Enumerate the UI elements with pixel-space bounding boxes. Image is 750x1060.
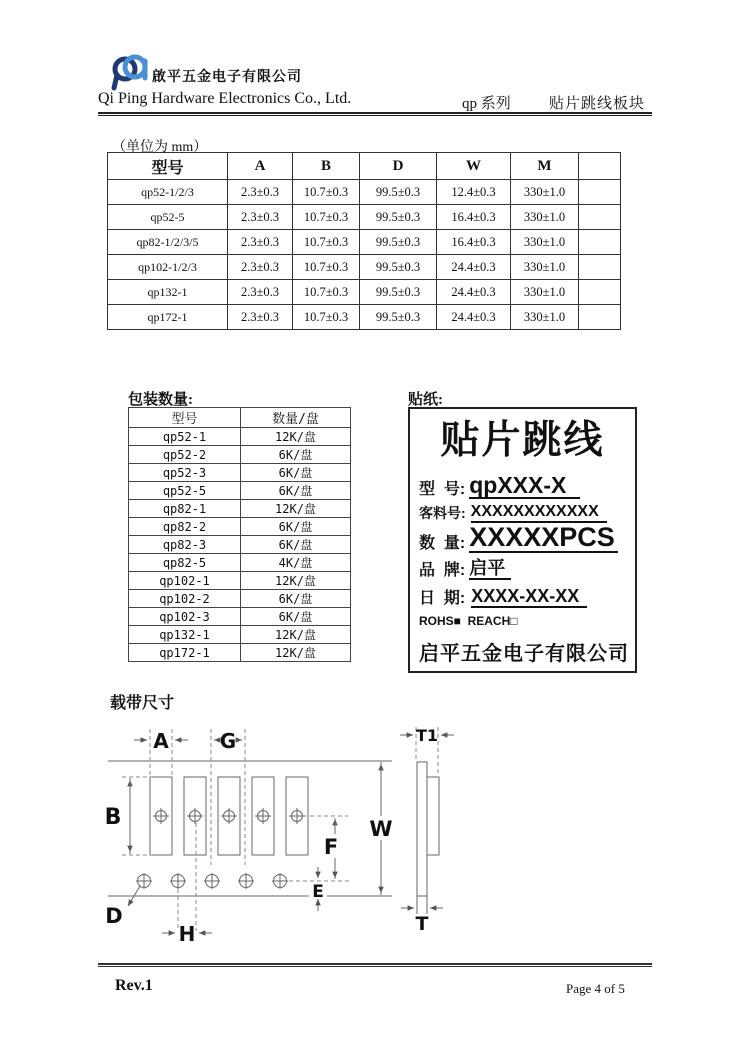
model-cell: qp52-2 xyxy=(129,446,241,464)
sprocket-holes xyxy=(136,873,288,889)
qty-cell: 12K/盘 xyxy=(241,428,351,446)
value-cell: 99.5±0.3 xyxy=(360,255,437,280)
value-cell: 16.4±0.3 xyxy=(437,205,511,230)
value-cell: 2.3±0.3 xyxy=(228,280,293,305)
qty-cell: 6K/盘 xyxy=(241,482,351,500)
col-header-w: W xyxy=(437,153,511,180)
model-cell: qp102-3 xyxy=(129,608,241,626)
field-label: 数 量: xyxy=(419,535,466,552)
tape-section-title: 载带尺寸 xyxy=(110,695,175,712)
sticker-label-box xyxy=(408,407,637,673)
value-cell: 2.3±0.3 xyxy=(228,230,293,255)
table-row xyxy=(129,554,351,572)
dim-F xyxy=(289,816,350,881)
model-cell: qp102-1 xyxy=(129,572,241,590)
col-header-model: 型号 xyxy=(129,408,241,428)
spec-table xyxy=(107,152,621,330)
qty-cell: 12K/盘 xyxy=(241,644,351,662)
table-row xyxy=(108,205,621,230)
dim-T xyxy=(401,908,443,935)
model-cell: qp102-2 xyxy=(129,590,241,608)
packaging-title: 包装数量: xyxy=(128,392,193,408)
model-cell: qp52-5 xyxy=(108,205,228,230)
table-row xyxy=(129,500,351,518)
dim-W xyxy=(367,762,395,895)
value-cell: 10.7±0.3 xyxy=(293,205,360,230)
table-row xyxy=(129,626,351,644)
sticker-field-date xyxy=(419,583,626,608)
qty-cell: 6K/盘 xyxy=(241,464,351,482)
col-header-d: D xyxy=(360,153,437,180)
revision-label: Rev.1 xyxy=(115,977,153,994)
model-cell: qp52-1/2/3 xyxy=(108,180,228,205)
model-cell: qp82-3 xyxy=(129,536,241,554)
table-row xyxy=(129,536,351,554)
value-cell: 16.4±0.3 xyxy=(437,230,511,255)
dim-D xyxy=(105,886,140,928)
value-cell: 99.5±0.3 xyxy=(360,205,437,230)
value-cell: 2.3±0.3 xyxy=(228,255,293,280)
value-cell: 10.7±0.3 xyxy=(293,255,360,280)
model-cell: qp82-1/2/3/5 xyxy=(108,230,228,255)
svg-text:T: T xyxy=(415,913,429,935)
value-cell: 330±1.0 xyxy=(511,205,579,230)
svg-text:H: H xyxy=(178,922,196,946)
empty-cell xyxy=(579,280,621,305)
col-header-b: B xyxy=(293,153,360,180)
model-cell: qp52-3 xyxy=(129,464,241,482)
table-row xyxy=(129,428,351,446)
table-row xyxy=(108,230,621,255)
dim-E xyxy=(309,867,327,911)
qty-cell: 12K/盘 xyxy=(241,572,351,590)
field-label: 品 牌: xyxy=(419,562,466,579)
value-cell: 99.5±0.3 xyxy=(360,280,437,305)
svg-text:A: A xyxy=(153,729,169,753)
value-cell: 24.4±0.3 xyxy=(437,255,511,280)
field-label: 日 期: xyxy=(419,590,466,607)
col-header-a: A xyxy=(228,153,293,180)
svg-text:T1: T1 xyxy=(415,726,439,745)
field-value: XXXX-XX-XX xyxy=(471,587,587,608)
model-cell: qp172-1 xyxy=(108,305,228,330)
svg-text:B: B xyxy=(104,805,122,830)
table-row xyxy=(129,518,351,536)
value-cell: 24.4±0.3 xyxy=(437,280,511,305)
dim-H xyxy=(162,823,212,946)
value-cell: 10.7±0.3 xyxy=(293,230,360,255)
qty-cell: 6K/盘 xyxy=(241,518,351,536)
qty-cell: 6K/盘 xyxy=(241,446,351,464)
series-label: qp 系列 xyxy=(462,96,511,112)
carrier-tape-drawing xyxy=(100,715,460,950)
model-cell: qp132-1 xyxy=(108,280,228,305)
value-cell: 2.3±0.3 xyxy=(228,305,293,330)
col-header-model: 型号 xyxy=(108,153,228,180)
model-cell: qp52-1 xyxy=(129,428,241,446)
field-value: XXXXXPCS xyxy=(469,523,618,553)
dim-B xyxy=(105,777,152,855)
model-cell: qp132-1 xyxy=(129,626,241,644)
qty-cell: 6K/盘 xyxy=(241,536,351,554)
table-row xyxy=(108,305,621,330)
spec-header-row xyxy=(108,153,621,180)
value-cell: 330±1.0 xyxy=(511,230,579,255)
value-cell: 330±1.0 xyxy=(511,180,579,205)
field-label: 型 号: xyxy=(419,481,466,498)
qty-cell: 12K/盘 xyxy=(241,626,351,644)
units-note: （单位为 mm） xyxy=(112,140,208,155)
field-label: 客料号: xyxy=(419,505,466,521)
empty-cell xyxy=(579,205,621,230)
sticker-big-title: 贴片跳线 xyxy=(440,419,605,462)
svg-text:E: E xyxy=(312,882,324,902)
svg-text:G: G xyxy=(219,729,237,753)
qty-cell: 6K/盘 xyxy=(241,608,351,626)
dim-A xyxy=(134,729,188,775)
module-label: 贴片跳线板块 xyxy=(549,96,646,112)
table-row xyxy=(129,644,351,662)
table-row xyxy=(129,482,351,500)
qty-cell: 12K/盘 xyxy=(241,500,351,518)
company-name-cn: 啟平五金电子有限公司 xyxy=(152,68,302,84)
company-logo xyxy=(108,48,152,92)
table-row xyxy=(129,446,351,464)
value-cell: 330±1.0 xyxy=(511,255,579,280)
table-row xyxy=(108,280,621,305)
value-cell: 10.7±0.3 xyxy=(293,280,360,305)
table-row xyxy=(108,180,621,205)
value-cell: 12.4±0.3 xyxy=(437,180,511,205)
model-cell: qp82-1 xyxy=(129,500,241,518)
svg-text:D: D xyxy=(105,904,123,928)
value-cell: 330±1.0 xyxy=(511,280,579,305)
table-row xyxy=(129,608,351,626)
sticker-title: 贴纸: xyxy=(408,392,443,408)
model-cell: qp82-5 xyxy=(129,554,241,572)
value-cell: 24.4±0.3 xyxy=(437,305,511,330)
page-number: Page 4 of 5 xyxy=(566,981,625,996)
table-row xyxy=(129,572,351,590)
value-cell: 10.7±0.3 xyxy=(293,180,360,205)
empty-cell xyxy=(579,180,621,205)
model-cell: qp102-1/2/3 xyxy=(108,255,228,280)
value-cell: 99.5±0.3 xyxy=(360,305,437,330)
svg-text:F: F xyxy=(323,835,339,859)
col-header-qty: 数量/盘 xyxy=(241,408,351,428)
field-value: XXXXXXXXXXXX xyxy=(471,504,607,523)
header-rule xyxy=(98,112,652,116)
col-header-empty xyxy=(579,153,621,180)
qty-cell: 6K/盘 xyxy=(241,590,351,608)
field-value: 启平 xyxy=(469,559,511,580)
empty-cell xyxy=(579,255,621,280)
sticker-field-quantity xyxy=(419,523,626,553)
table-row xyxy=(108,255,621,280)
model-cell: qp82-2 xyxy=(129,518,241,536)
sticker-field-customer-no xyxy=(419,499,626,523)
value-cell: 10.7±0.3 xyxy=(293,305,360,330)
table-row xyxy=(129,590,351,608)
company-name-en: Qi Ping Hardware Electronics Co., Ltd. xyxy=(98,90,352,107)
empty-cell xyxy=(579,305,621,330)
sticker-field-model xyxy=(419,471,626,499)
packaging-table xyxy=(128,407,351,662)
field-value: qpXXX-X xyxy=(469,473,580,499)
col-header-m: M xyxy=(511,153,579,180)
value-cell: 99.5±0.3 xyxy=(360,180,437,205)
tape-side-view xyxy=(417,762,439,914)
sticker-field-brand xyxy=(419,555,626,580)
value-cell: 2.3±0.3 xyxy=(228,205,293,230)
svg-text:W: W xyxy=(369,817,393,841)
rohs-reach-line: ROHS■ REACH□ xyxy=(419,614,518,628)
value-cell: 330±1.0 xyxy=(511,305,579,330)
value-cell: 2.3±0.3 xyxy=(228,180,293,205)
model-cell: qp52-5 xyxy=(129,482,241,500)
pocket-center-marks xyxy=(153,808,305,824)
qty-cell: 4K/盘 xyxy=(241,554,351,572)
footer-rule xyxy=(98,963,652,967)
table-row xyxy=(129,464,351,482)
sticker-company-name: 启平五金电子有限公司 xyxy=(419,643,629,665)
value-cell: 99.5±0.3 xyxy=(360,230,437,255)
model-cell: qp172-1 xyxy=(129,644,241,662)
packaging-header-row xyxy=(129,408,351,428)
empty-cell xyxy=(579,230,621,255)
